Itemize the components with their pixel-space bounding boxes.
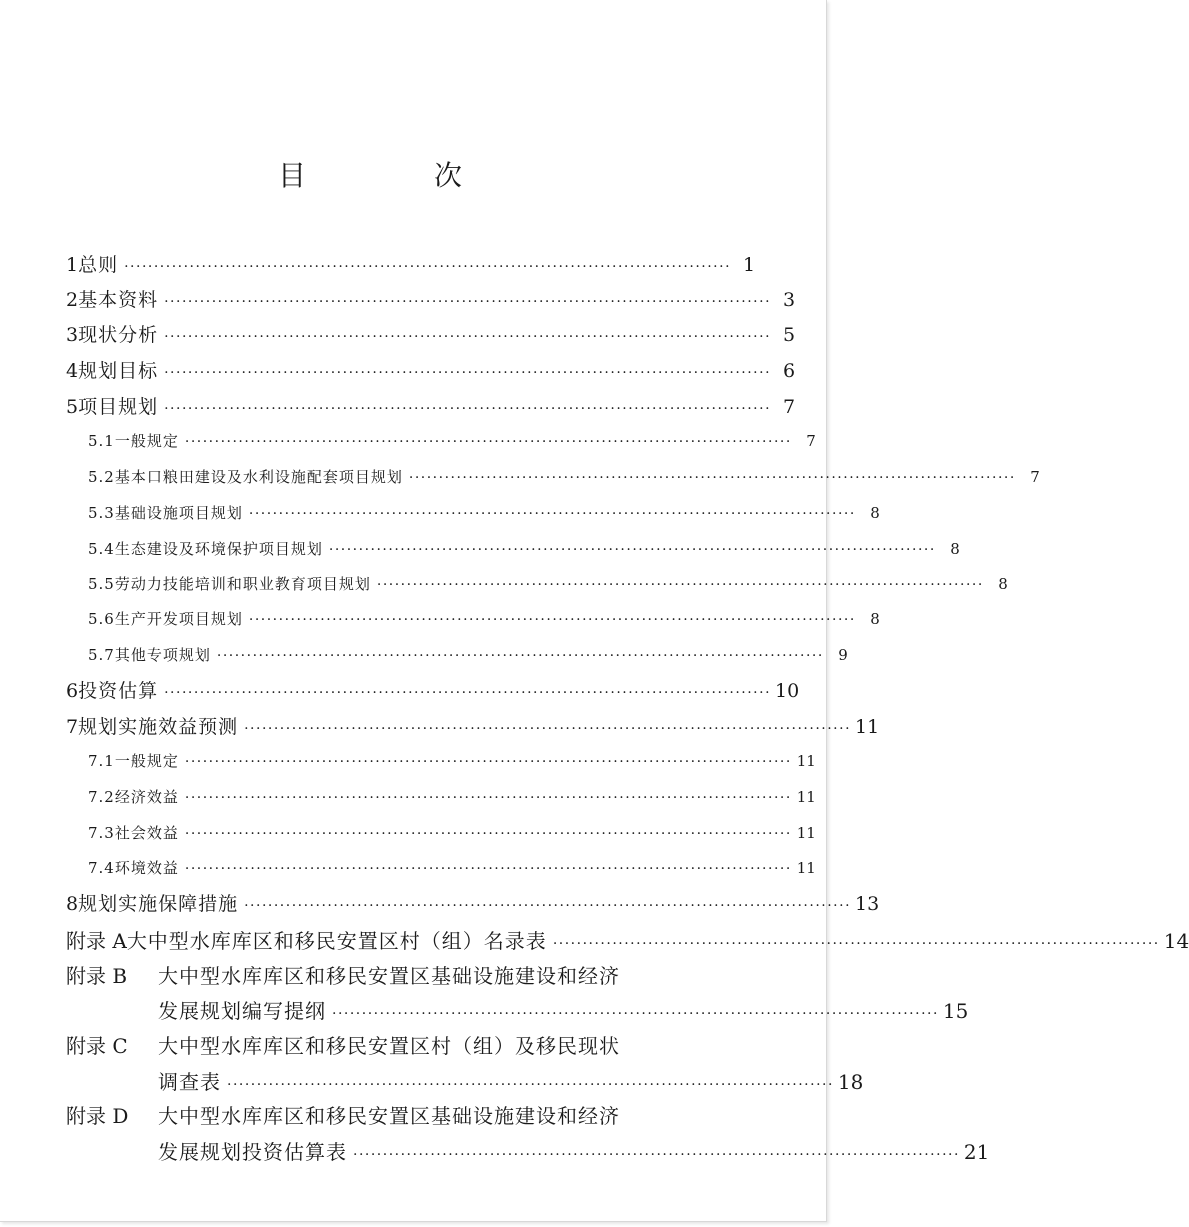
- toc-entry-5-2[interactable]: [88, 466, 1040, 487]
- toc-entry-text: 其他专项规划: [114, 646, 211, 664]
- toc-entry-number: 6: [66, 680, 79, 702]
- toc-leader-dots: ······································································································: [248, 612, 856, 628]
- toc-entry-5-6[interactable]: [88, 608, 880, 629]
- toc-entry-page: 8: [870, 504, 880, 522]
- toc-entry-text: 生态建设及环境保护项目规划: [114, 540, 323, 558]
- toc-entry-text: 总则: [78, 254, 119, 276]
- toc-entry-5-3[interactable]: [88, 502, 880, 523]
- toc-leader-dots: ······································································································: [164, 294, 772, 310]
- toc-entry-number: 5.1: [88, 432, 115, 450]
- toc-entry-page: 21: [963, 1140, 990, 1164]
- toc-entry-text: 规划实施保障措施: [78, 893, 239, 915]
- toc-entry-text: 基本口粮田建设及水利设施配套项目规划: [114, 468, 403, 486]
- toc-appendix-b[interactable]: [66, 960, 718, 989]
- toc-appendix-label: 附录 D: [66, 1104, 129, 1128]
- toc-entry-number: 8: [66, 893, 79, 915]
- toc-entry-2[interactable]: [66, 285, 796, 312]
- toc-entry-page: 1: [742, 254, 756, 276]
- toc-appendix-label: 附录 B: [66, 964, 128, 988]
- toc-entry-text: 一般规定: [114, 752, 179, 770]
- toc-entry-page: 7: [782, 396, 796, 418]
- toc-entry-5-1[interactable]: [88, 430, 816, 451]
- toc-leader-dots: ······································································································: [164, 401, 772, 417]
- toc-entry-page: 10: [775, 680, 800, 702]
- toc-leader-dots: ······································································································: [184, 434, 792, 450]
- toc-leader-dots: ······································································································: [164, 329, 772, 345]
- toc-leader-dots: ······································································································: [164, 365, 772, 381]
- toc-entry-page: 8: [998, 575, 1008, 593]
- toc-entry-text: 投资估算: [78, 680, 159, 702]
- toc-leader-dots: ······································································································: [244, 898, 852, 914]
- toc-entry-5[interactable]: [66, 392, 796, 419]
- toc-entry-text: 大中型水库库区和移民安置区村（组）名录表: [126, 929, 547, 953]
- toc-entry-page: 15: [942, 999, 969, 1023]
- toc-appendix-d[interactable]: [66, 1100, 718, 1129]
- toc-entry-page: 13: [855, 893, 880, 915]
- toc-entry-page: 7: [806, 432, 816, 450]
- toc-entry-3[interactable]: [66, 320, 796, 347]
- toc-entry-number: 5.5: [88, 575, 115, 593]
- toc-entry-page: 7: [1030, 468, 1040, 486]
- toc-entry-number: 5.7: [88, 646, 115, 664]
- toc-entry-text: 生产开发项目规划: [114, 610, 243, 628]
- toc-entry-number: 5.6: [88, 610, 115, 628]
- toc-leader-dots: ······································································································: [248, 506, 856, 522]
- toc-entry-6[interactable]: [66, 676, 800, 703]
- toc-entry-page: 8: [870, 610, 880, 628]
- toc-leader-dots: ······································································································: [353, 1147, 960, 1163]
- toc-leader-dots: ······································································································: [184, 790, 792, 806]
- toc-leader-dots: ······································································································: [124, 259, 732, 275]
- toc-appendix-d-continued[interactable]: [158, 1136, 990, 1165]
- toc-appendix-c-continued[interactable]: [158, 1066, 864, 1095]
- toc-entry-number: 7.3: [88, 824, 115, 842]
- toc-entry-page: 8: [950, 540, 960, 558]
- toc-leader-dots: ······································································································: [332, 1006, 939, 1022]
- toc-entry-page: 11: [796, 824, 816, 842]
- toc-leader-dots: ······································································································: [227, 1077, 834, 1093]
- toc-entry-number: 2: [66, 289, 79, 311]
- toc-entry-8[interactable]: [66, 889, 880, 916]
- toc-leader-dots: ······································································································: [376, 577, 984, 593]
- toc-entry-page: 14: [1163, 929, 1189, 953]
- toc-entry-text: 社会效益: [114, 824, 179, 842]
- toc-appendix-a[interactable]: [66, 925, 1189, 954]
- toc-leader-dots: ······································································································: [164, 685, 772, 701]
- toc-appendix-b-continued[interactable]: [158, 995, 969, 1024]
- toc-leader-dots: ······································································································: [244, 721, 852, 737]
- toc-appendix-c[interactable]: [66, 1030, 718, 1059]
- toc-entry-7-1[interactable]: [88, 750, 816, 771]
- toc-entry-text: 环境效益: [114, 859, 179, 877]
- toc-entry-text: 大中型水库库区和移民安置区基础设施建设和经济: [158, 1104, 620, 1128]
- toc-entry-5-7[interactable]: [88, 644, 848, 665]
- toc-entry-7-3[interactable]: [88, 822, 816, 843]
- toc-entry-number: 7.4: [88, 859, 115, 877]
- toc-leader-dots: ······································································································: [184, 826, 792, 842]
- toc-entry-page: 11: [796, 859, 816, 877]
- toc-entry-page: 3: [782, 289, 796, 311]
- toc-entry-number: 5.3: [88, 504, 115, 522]
- toc-appendix-label: 附录 A: [66, 929, 127, 953]
- toc-entry-text: 基础设施项目规划: [114, 504, 243, 522]
- toc-entry-text-continued: 发展规划编写提纲: [158, 999, 326, 1023]
- toc-entry-number: 5.4: [88, 540, 115, 558]
- toc-entry-text: 大中型水库库区和移民安置区村（组）及移民现状: [158, 1034, 620, 1058]
- toc-entry-text: 现状分析: [78, 324, 159, 346]
- toc-leader-dots: ······································································································: [552, 936, 1160, 952]
- toc-entry-text: 项目规划: [78, 396, 159, 418]
- toc-entry-number: 5: [66, 396, 79, 418]
- toc-entry-number: 3: [66, 324, 79, 346]
- toc-leader-dots: ······································································································: [328, 542, 936, 558]
- toc-entry-text: 规划目标: [78, 360, 159, 382]
- toc-leader-dots: ······································································································: [184, 861, 792, 877]
- toc-entry-page: 9: [838, 646, 848, 664]
- toc-entry-4[interactable]: [66, 356, 796, 383]
- toc-entry-text-continued: 发展规划投资估算表: [158, 1140, 347, 1164]
- toc-entry-page: 6: [782, 360, 796, 382]
- toc-entry-7-4[interactable]: [88, 857, 816, 878]
- toc-entry-text: 大中型水库库区和移民安置区基础设施建设和经济: [158, 964, 620, 988]
- toc-entry-number: 5.2: [88, 468, 115, 486]
- toc-entry-text: 规划实施效益预测: [78, 716, 239, 738]
- toc-leader-dots: ······································································································: [408, 470, 1016, 486]
- toc-entry-text: 劳动力技能培训和职业教育项目规划: [114, 575, 371, 593]
- toc-entry-7[interactable]: [66, 712, 880, 739]
- toc-entry-number: 7.2: [88, 788, 115, 806]
- toc-entry-page: 5: [782, 324, 796, 346]
- toc-entry-1[interactable]: [66, 250, 756, 277]
- toc-entry-number: 4: [66, 360, 79, 382]
- toc-leader-dots: ······································································································: [184, 754, 792, 770]
- toc-entry-number: 7.1: [88, 752, 115, 770]
- toc-entry-page: 11: [855, 716, 880, 738]
- toc-title: 目 次: [277, 159, 512, 192]
- toc-appendix-label: 附录 C: [66, 1034, 128, 1058]
- toc-entry-page: 11: [796, 788, 816, 806]
- toc-entry-text: 一般规定: [114, 432, 179, 450]
- toc-entry-number: 7: [66, 716, 79, 738]
- toc-entry-page: 18: [837, 1070, 864, 1094]
- toc-entry-text-continued: 调查表: [158, 1070, 221, 1094]
- toc-entry-page: 11: [796, 752, 816, 770]
- toc-entry-5-5[interactable]: [88, 573, 1008, 594]
- toc-entry-7-2[interactable]: [88, 786, 816, 807]
- toc-entry-5-4[interactable]: [88, 538, 960, 559]
- toc-entry-text: 基本资料: [78, 289, 159, 311]
- toc-leader-dots: ······································································································: [216, 648, 824, 664]
- toc-entry-number: 1: [66, 254, 79, 276]
- toc-entry-text: 经济效益: [114, 788, 179, 806]
